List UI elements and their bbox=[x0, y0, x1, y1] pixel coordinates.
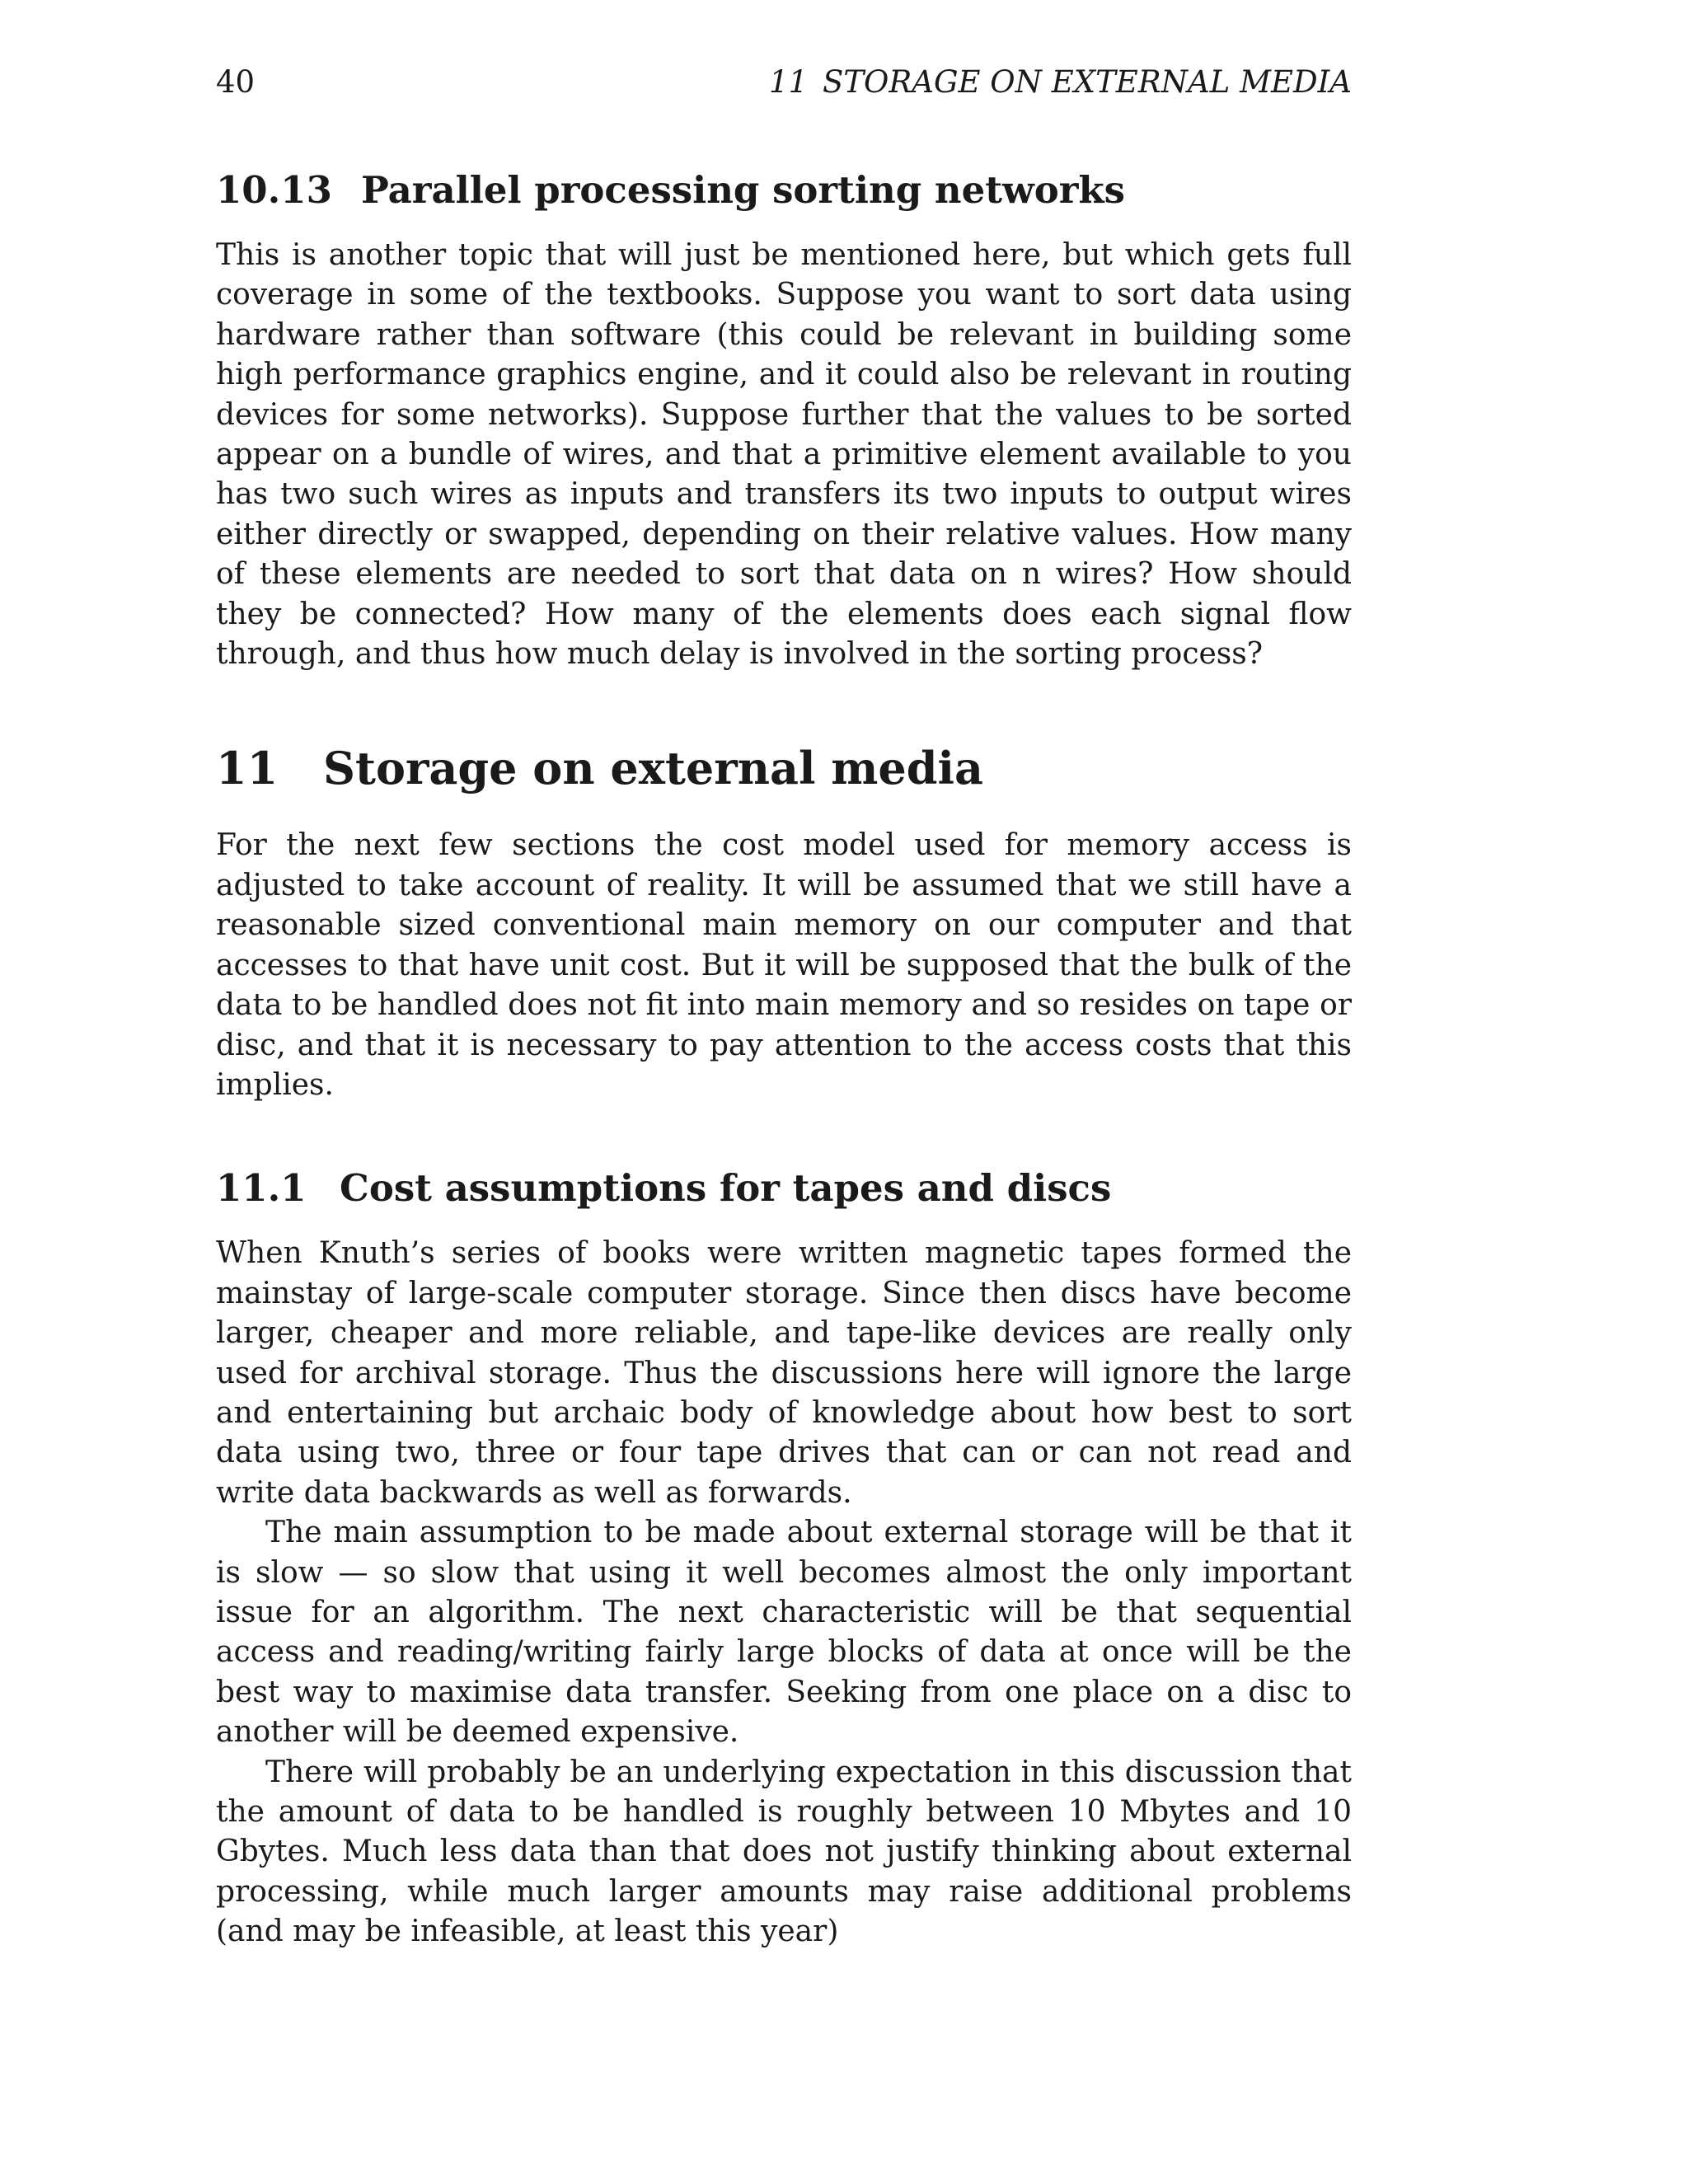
page-number: 40 bbox=[216, 64, 256, 100]
subsection-number: 11.1 bbox=[216, 1166, 307, 1211]
subsection-title: Parallel processing sorting networks bbox=[361, 168, 1125, 212]
paragraph-data-size-expectation: There will probably be an underlying expectation in this discussion that the amount of data to be handled is roughly between 10 Mbytes and 10 Gbytes. Much less data than that does not justify thinking about external processing, while much larger amounts may raise additional problems (and may be infeasible, at least this year) bbox=[216, 1755, 1352, 1949]
running-section-title bbox=[769, 58, 1352, 107]
section-title: Storage on external media bbox=[323, 742, 984, 795]
section-number: 11 bbox=[216, 742, 279, 795]
paragraph-external-storage-intro: For the next few sections the cost model used for memory access is adjusted to take account of reality. It will be assumed that we still have a reasonable sized conventional main memory on our computer and that accesses to that have unit cost. But it will be supposed that the bulk of the data to be handled does not fit into main memory and so resides on tape or disc, and that it is necessary to pay attention to the access costs that this implies. bbox=[216, 828, 1352, 1102]
running-section-name: STORAGE ON EXTERNAL MEDIA bbox=[823, 64, 1352, 100]
subsection-heading-10-13 bbox=[216, 165, 1352, 216]
page bbox=[216, 58, 1352, 1952]
section-heading-11 bbox=[216, 738, 1352, 798]
subsection-title: Cost assumptions for tapes and discs bbox=[340, 1166, 1112, 1211]
paragraph-knuth-tapes: When Knuth’s series of books were written magnetic tapes formed the mainstay of large-scale computer storage. Since then discs have become larger, cheaper and more reliable, and tape-like devices are really only used for archival storage. Thus the discussions here will ignore the large and entertaining but archaic body of knowledge about how best to sort data using two, three or four tape drives that can or can not read and write data backwards as well as forwards. bbox=[216, 1236, 1352, 1510]
paragraph-main-assumption: The main assumption to be made about external storage will be that it is slow — so slow that using it well becomes almost the only important issue for an algorithm. The next characteristic will be that sequential access and reading/writing fairly large blocks of data at once will be the best way to maximise data transfer. Seeking from one place on a disc to another will be deemed expensive. bbox=[216, 1516, 1352, 1750]
subsection-number: 10.13 bbox=[216, 168, 332, 212]
paragraph-sorting-networks: This is another topic that will just be mentioned here, but which gets full coverage in some of the textbooks. Suppose you want to sort data using hardware rather than software (this could be relevant in building some high performance graphics engine, and it could also be relevant in routing devices for some networks). Suppose further that the values to be sorted appear on a bundle of wires, and that a primitive element available to you has two such wires as inputs and transfers its two inputs to output wires either directly or swapped, depending on their relative values. How many of these elements are needed to sort that data on n wires? How should they be connected? How many of the elements does each signal flow through, and thus how much delay is involved in the sorting process? bbox=[216, 238, 1352, 672]
running-section-number: 11 bbox=[768, 64, 809, 100]
subsection-heading-11-1 bbox=[216, 1163, 1352, 1214]
running-head bbox=[216, 58, 1352, 107]
